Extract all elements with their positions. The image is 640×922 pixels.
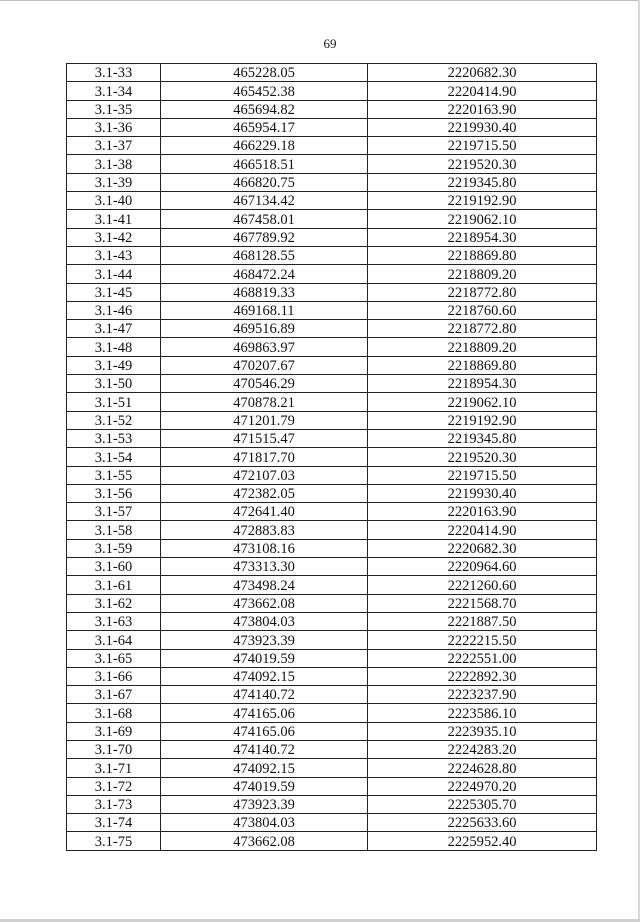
- x-coordinate-cell: 473662.08: [161, 594, 368, 612]
- table-row: [67, 631, 597, 649]
- table-row: [67, 375, 597, 393]
- table-row: [67, 667, 597, 685]
- table-row: [67, 429, 597, 447]
- x-coordinate-cell: 474140.72: [161, 686, 368, 704]
- x-coordinate-cell: 465452.38: [161, 82, 368, 100]
- y-coordinate-cell: 2220163.90: [368, 100, 597, 118]
- point-id-cell: 3.1-56: [67, 484, 161, 502]
- table-row: [67, 704, 597, 722]
- point-id-cell: 3.1-38: [67, 155, 161, 173]
- table-row: [67, 612, 597, 630]
- coordinates-table: [66, 63, 597, 851]
- table-row: [67, 740, 597, 758]
- table-row: [67, 814, 597, 832]
- x-coordinate-cell: 473923.39: [161, 795, 368, 813]
- table-row: [67, 82, 597, 100]
- x-coordinate-cell: 474092.15: [161, 759, 368, 777]
- x-coordinate-cell: 470878.21: [161, 393, 368, 411]
- y-coordinate-cell: 2219192.90: [368, 411, 597, 429]
- y-coordinate-cell: 2218760.60: [368, 301, 597, 319]
- table-row: [67, 594, 597, 612]
- scan-edge-top: [0, 0, 640, 1]
- page-number: 69: [323, 36, 337, 51]
- y-coordinate-cell: 2218954.30: [368, 228, 597, 246]
- x-coordinate-cell: 465228.05: [161, 64, 368, 82]
- table-row: [67, 795, 597, 813]
- point-id-cell: 3.1-57: [67, 503, 161, 521]
- y-coordinate-cell: 2220163.90: [368, 503, 597, 521]
- point-id-cell: 3.1-64: [67, 631, 161, 649]
- y-coordinate-cell: 2218809.20: [368, 265, 597, 283]
- point-id-cell: 3.1-75: [67, 832, 161, 850]
- y-coordinate-cell: 2219930.40: [368, 484, 597, 502]
- table-row: [67, 393, 597, 411]
- point-id-cell: 3.1-49: [67, 356, 161, 374]
- x-coordinate-cell: 474165.06: [161, 704, 368, 722]
- point-id-cell: 3.1-68: [67, 704, 161, 722]
- x-coordinate-cell: 466820.75: [161, 173, 368, 191]
- x-coordinate-cell: 473804.03: [161, 612, 368, 630]
- point-id-cell: 3.1-44: [67, 265, 161, 283]
- point-id-cell: 3.1-65: [67, 649, 161, 667]
- table-row: [67, 210, 597, 228]
- x-coordinate-cell: 473498.24: [161, 576, 368, 594]
- x-coordinate-cell: 471817.70: [161, 448, 368, 466]
- y-coordinate-cell: 2225952.40: [368, 832, 597, 850]
- table-row: [67, 411, 597, 429]
- x-coordinate-cell: 472883.83: [161, 521, 368, 539]
- y-coordinate-cell: 2223586.10: [368, 704, 597, 722]
- y-coordinate-cell: 2223237.90: [368, 686, 597, 704]
- table-row: [67, 466, 597, 484]
- table-row: [67, 137, 597, 155]
- point-id-cell: 3.1-45: [67, 283, 161, 301]
- point-id-cell: 3.1-73: [67, 795, 161, 813]
- y-coordinate-cell: 2220682.30: [368, 64, 597, 82]
- table-row: [67, 283, 597, 301]
- y-coordinate-cell: 2220414.90: [368, 521, 597, 539]
- table-row: [67, 192, 597, 210]
- y-coordinate-cell: 2218809.20: [368, 338, 597, 356]
- x-coordinate-cell: 467789.92: [161, 228, 368, 246]
- table-row: [67, 320, 597, 338]
- table-row: [67, 521, 597, 539]
- point-id-cell: 3.1-62: [67, 594, 161, 612]
- y-coordinate-cell: 2225633.60: [368, 814, 597, 832]
- x-coordinate-cell: 465694.82: [161, 100, 368, 118]
- point-id-cell: 3.1-48: [67, 338, 161, 356]
- y-coordinate-cell: 2219345.80: [368, 429, 597, 447]
- y-coordinate-cell: 2218772.80: [368, 283, 597, 301]
- point-id-cell: 3.1-66: [67, 667, 161, 685]
- x-coordinate-cell: 473108.16: [161, 539, 368, 557]
- table-row: [67, 649, 597, 667]
- x-coordinate-cell: 472641.40: [161, 503, 368, 521]
- y-coordinate-cell: 2219062.10: [368, 210, 597, 228]
- y-coordinate-cell: 2221568.70: [368, 594, 597, 612]
- point-id-cell: 3.1-72: [67, 777, 161, 795]
- table-row: [67, 64, 597, 82]
- x-coordinate-cell: 466518.51: [161, 155, 368, 173]
- y-coordinate-cell: 2218869.80: [368, 246, 597, 264]
- table-row: [67, 558, 597, 576]
- point-id-cell: 3.1-59: [67, 539, 161, 557]
- table-row: [67, 173, 597, 191]
- point-id-cell: 3.1-74: [67, 814, 161, 832]
- x-coordinate-cell: 467458.01: [161, 210, 368, 228]
- x-coordinate-cell: 472107.03: [161, 466, 368, 484]
- x-coordinate-cell: 474140.72: [161, 740, 368, 758]
- y-coordinate-cell: 2221260.60: [368, 576, 597, 594]
- point-id-cell: 3.1-37: [67, 137, 161, 155]
- coordinates-table-body: [67, 64, 597, 851]
- x-coordinate-cell: 469863.97: [161, 338, 368, 356]
- x-coordinate-cell: 468128.55: [161, 246, 368, 264]
- y-coordinate-cell: 2218772.80: [368, 320, 597, 338]
- point-id-cell: 3.1-40: [67, 192, 161, 210]
- table-row: [67, 338, 597, 356]
- x-coordinate-cell: 474165.06: [161, 722, 368, 740]
- x-coordinate-cell: 473313.30: [161, 558, 368, 576]
- point-id-cell: 3.1-63: [67, 612, 161, 630]
- y-coordinate-cell: 2224970.20: [368, 777, 597, 795]
- point-id-cell: 3.1-42: [67, 228, 161, 246]
- table-row: [67, 777, 597, 795]
- x-coordinate-cell: 471201.79: [161, 411, 368, 429]
- y-coordinate-cell: 2219192.90: [368, 192, 597, 210]
- y-coordinate-cell: 2222892.30: [368, 667, 597, 685]
- table-row: [67, 265, 597, 283]
- table-row: [67, 155, 597, 173]
- y-coordinate-cell: 2222215.50: [368, 631, 597, 649]
- table-row: [67, 576, 597, 594]
- point-id-cell: 3.1-53: [67, 429, 161, 447]
- x-coordinate-cell: 473804.03: [161, 814, 368, 832]
- y-coordinate-cell: 2219930.40: [368, 118, 597, 136]
- point-id-cell: 3.1-70: [67, 740, 161, 758]
- table-row: [67, 301, 597, 319]
- y-coordinate-cell: 2219715.50: [368, 466, 597, 484]
- point-id-cell: 3.1-71: [67, 759, 161, 777]
- point-id-cell: 3.1-46: [67, 301, 161, 319]
- x-coordinate-cell: 473662.08: [161, 832, 368, 850]
- table-row: [67, 686, 597, 704]
- x-coordinate-cell: 469168.11: [161, 301, 368, 319]
- table-row: [67, 448, 597, 466]
- point-id-cell: 3.1-41: [67, 210, 161, 228]
- x-coordinate-cell: 474019.59: [161, 777, 368, 795]
- table-row: [67, 118, 597, 136]
- y-coordinate-cell: 2219345.80: [368, 173, 597, 191]
- y-coordinate-cell: 2224283.20: [368, 740, 597, 758]
- point-id-cell: 3.1-52: [67, 411, 161, 429]
- y-coordinate-cell: 2218954.30: [368, 375, 597, 393]
- table-row: [67, 832, 597, 850]
- x-coordinate-cell: 467134.42: [161, 192, 368, 210]
- point-id-cell: 3.1-61: [67, 576, 161, 594]
- x-coordinate-cell: 471515.47: [161, 429, 368, 447]
- y-coordinate-cell: 2222551.00: [368, 649, 597, 667]
- y-coordinate-cell: 2220682.30: [368, 539, 597, 557]
- table-row: [67, 722, 597, 740]
- point-id-cell: 3.1-47: [67, 320, 161, 338]
- y-coordinate-cell: 2218869.80: [368, 356, 597, 374]
- point-id-cell: 3.1-51: [67, 393, 161, 411]
- x-coordinate-cell: 468472.24: [161, 265, 368, 283]
- point-id-cell: 3.1-58: [67, 521, 161, 539]
- point-id-cell: 3.1-60: [67, 558, 161, 576]
- point-id-cell: 3.1-54: [67, 448, 161, 466]
- x-coordinate-cell: 465954.17: [161, 118, 368, 136]
- y-coordinate-cell: 2220964.60: [368, 558, 597, 576]
- table-row: [67, 484, 597, 502]
- y-coordinate-cell: 2221887.50: [368, 612, 597, 630]
- x-coordinate-cell: 472382.05: [161, 484, 368, 502]
- x-coordinate-cell: 474092.15: [161, 667, 368, 685]
- y-coordinate-cell: 2223935.10: [368, 722, 597, 740]
- y-coordinate-cell: 2220414.90: [368, 82, 597, 100]
- y-coordinate-cell: 2219715.50: [368, 137, 597, 155]
- point-id-cell: 3.1-36: [67, 118, 161, 136]
- table-row: [67, 503, 597, 521]
- point-id-cell: 3.1-55: [67, 466, 161, 484]
- x-coordinate-cell: 468819.33: [161, 283, 368, 301]
- point-id-cell: 3.1-69: [67, 722, 161, 740]
- x-coordinate-cell: 473923.39: [161, 631, 368, 649]
- x-coordinate-cell: 466229.18: [161, 137, 368, 155]
- point-id-cell: 3.1-67: [67, 686, 161, 704]
- x-coordinate-cell: 470207.67: [161, 356, 368, 374]
- y-coordinate-cell: 2219520.30: [368, 448, 597, 466]
- table-row: [67, 246, 597, 264]
- y-coordinate-cell: 2219520.30: [368, 155, 597, 173]
- y-coordinate-cell: 2225305.70: [368, 795, 597, 813]
- table-row: [67, 539, 597, 557]
- table-row: [67, 100, 597, 118]
- point-id-cell: 3.1-50: [67, 375, 161, 393]
- table-row: [67, 228, 597, 246]
- point-id-cell: 3.1-33: [67, 64, 161, 82]
- point-id-cell: 3.1-39: [67, 173, 161, 191]
- x-coordinate-cell: 470546.29: [161, 375, 368, 393]
- table-row: [67, 356, 597, 374]
- point-id-cell: 3.1-35: [67, 100, 161, 118]
- x-coordinate-cell: 474019.59: [161, 649, 368, 667]
- y-coordinate-cell: 2219062.10: [368, 393, 597, 411]
- x-coordinate-cell: 469516.89: [161, 320, 368, 338]
- table-row: [67, 759, 597, 777]
- point-id-cell: 3.1-34: [67, 82, 161, 100]
- y-coordinate-cell: 2224628.80: [368, 759, 597, 777]
- point-id-cell: 3.1-43: [67, 246, 161, 264]
